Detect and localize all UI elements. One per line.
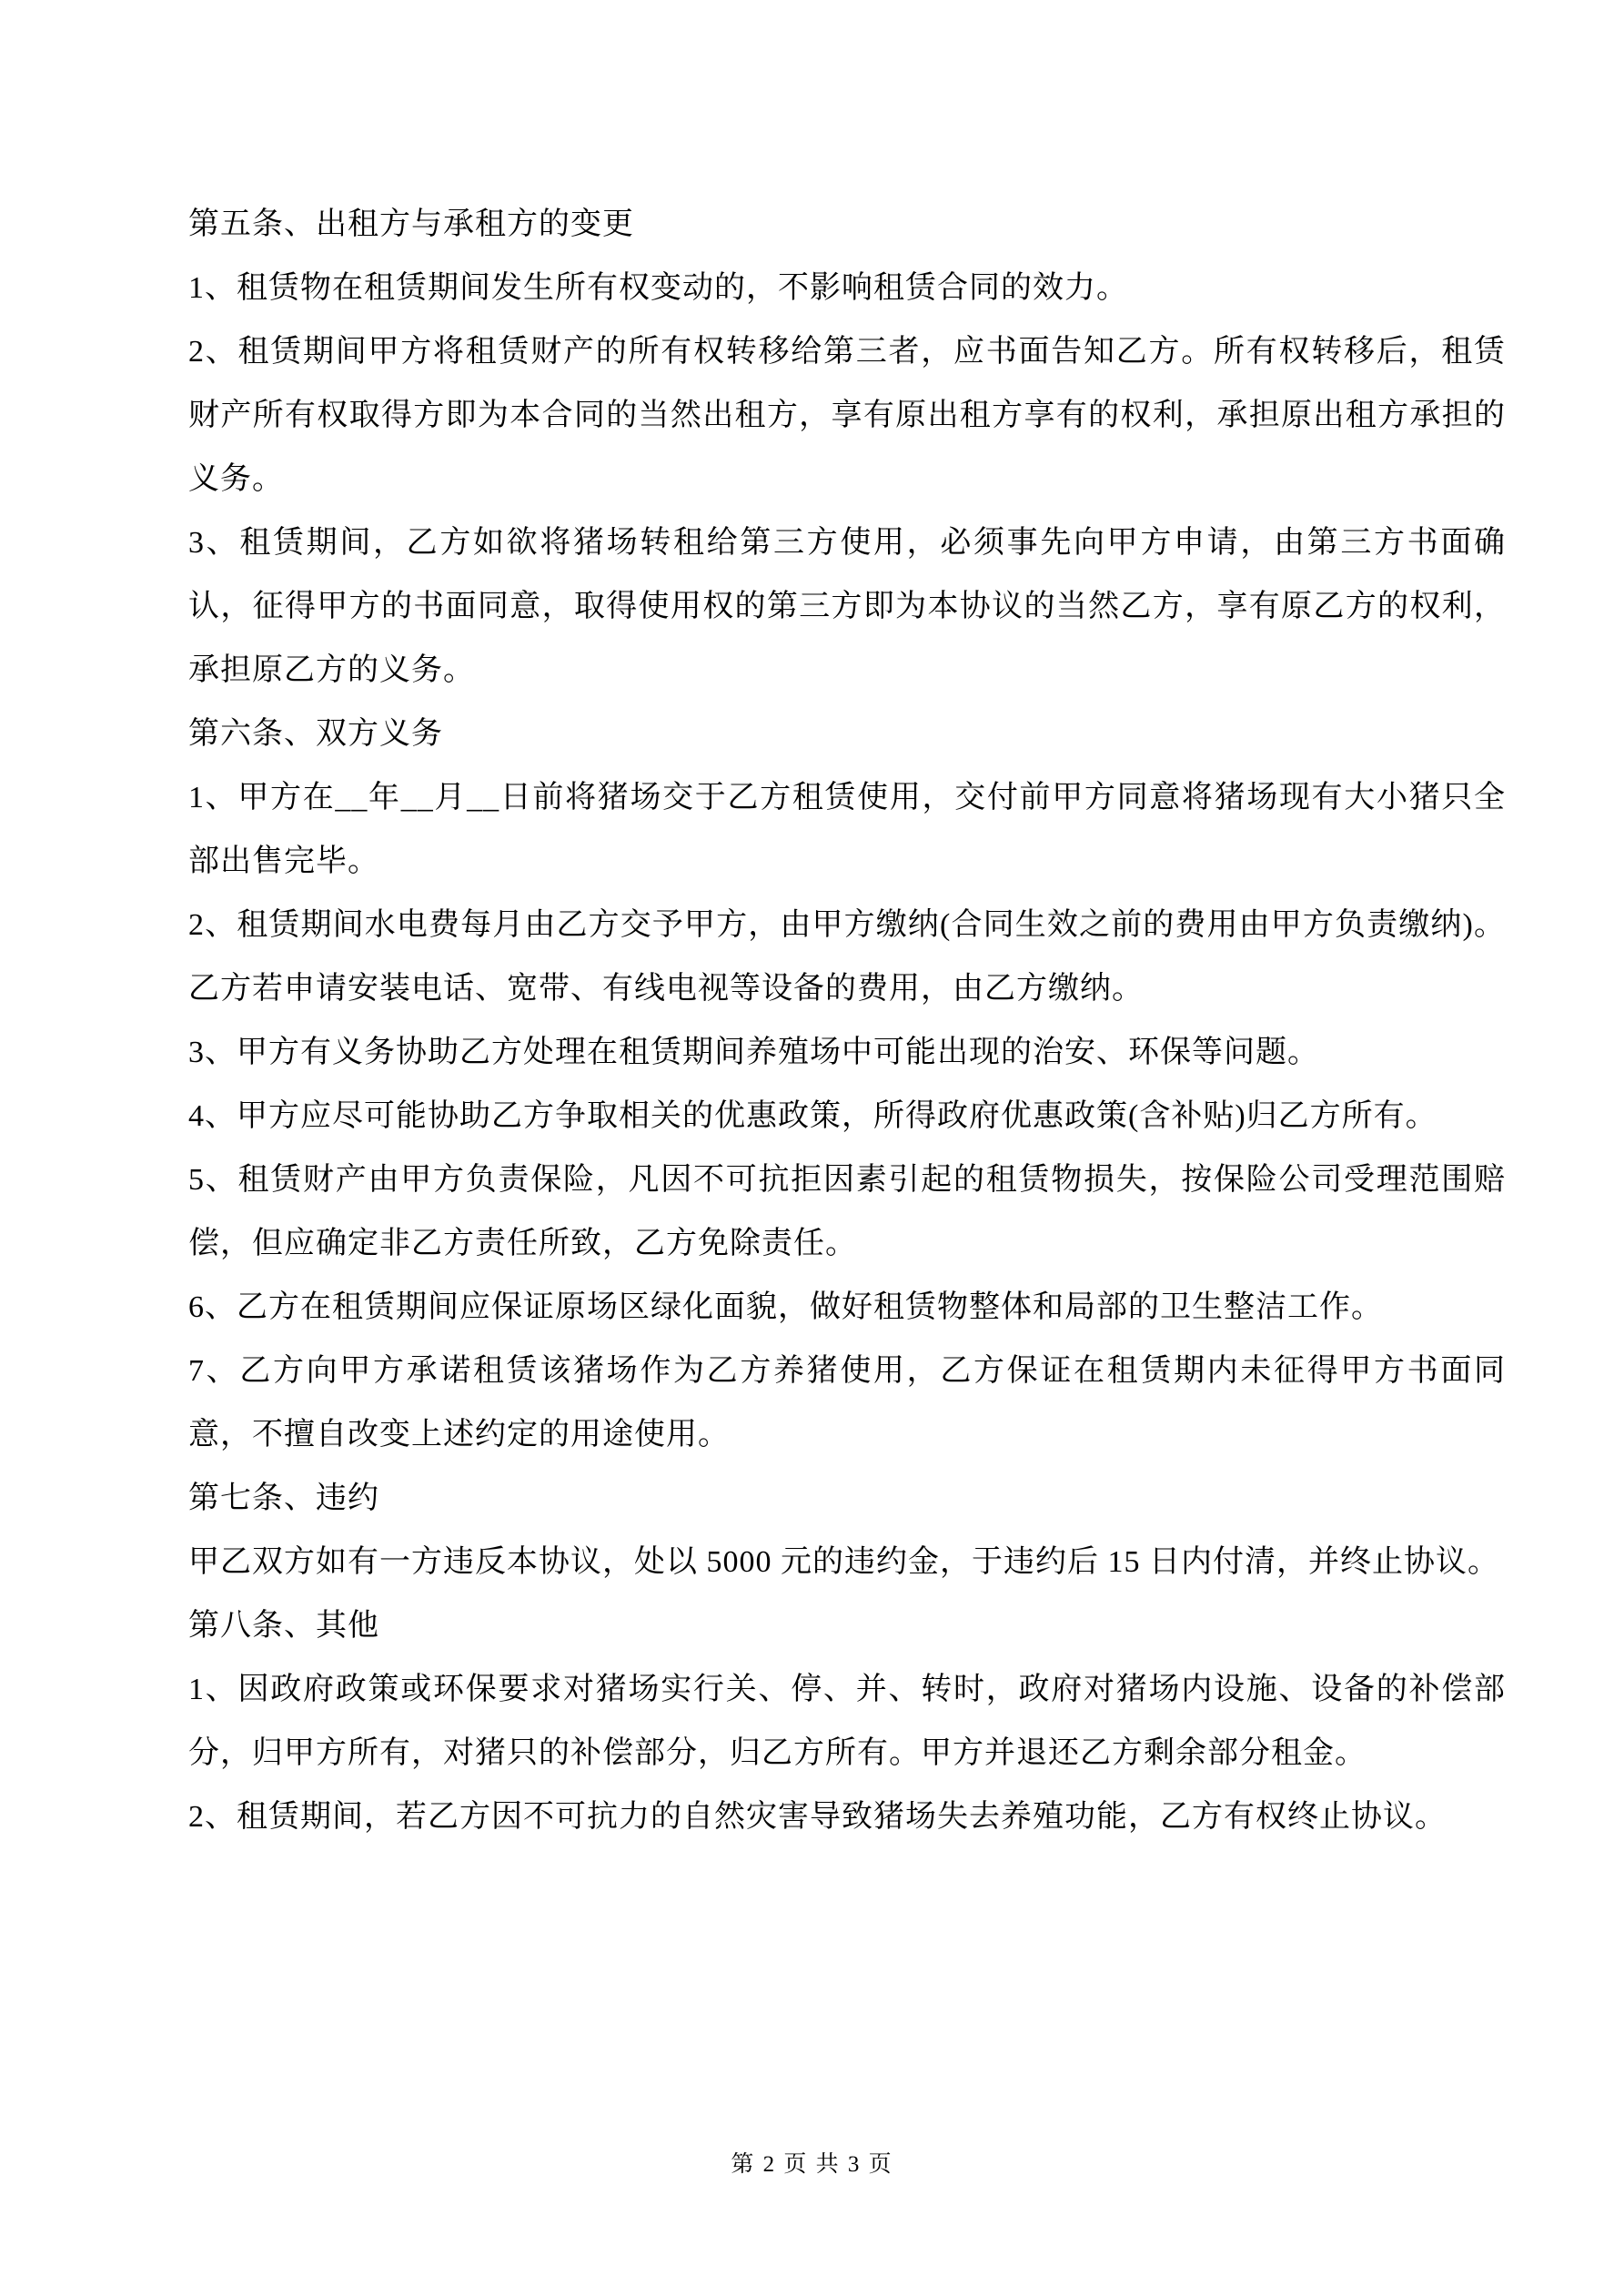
paragraph: 7、乙方向甲方承诺租赁该猪场作为乙方养猪使用，乙方保证在租赁期内未征得甲方书面同意，不擅自改变上述约定的用途使用。 <box>188 1354 1506 1451</box>
paragraph: 2、租赁期间，若乙方因不可抗力的自然灾害导致猪场失去养殖功能，乙方有权终止协议。 <box>188 1800 1447 1834</box>
clause-heading: 第八条、其他 <box>188 1609 379 1643</box>
paragraph: 6、乙方在租赁期间应保证原场区绿化面貌，做好租赁物整体和局部的卫生整洁工作。 <box>188 1290 1383 1324</box>
paragraph: 甲乙双方如有一方违反本协议，处以 5000 元的违约金，于违约后 15 日内付清，并终止协议。 <box>188 1545 1499 1579</box>
paragraph: 1、甲方在__年__月__日前将猪场交于乙方租赁使用，交付前甲方同意将猪场现有大小猪只全部出售完毕。 <box>188 781 1506 878</box>
paragraph: 2、租赁期间甲方将租赁财产的所有权转移给第三者，应书面告知乙方。所有权转移后，租赁财产所有权取得方即为本合同的当然出租方，享有原出租方享有的权利，承担原出租方承担的义务。 <box>188 335 1506 496</box>
clause-heading: 第五条、出租方与承租方的变更 <box>188 207 634 241</box>
paragraph: 1、因政府政策或环保要求对猪场实行关、停、并、转时，政府对猪场内设施、设备的补偿部分，归甲方所有，对猪只的补偿部分，归乙方所有。甲方并退还乙方剩余部分租金。 <box>188 1673 1506 1770</box>
paragraph: 2、租赁期间水电费每月由乙方交予甲方，由甲方缴纳(合同生效之前的费用由甲方负责缴纳)。乙方若申请安装电话、宽带、有线电视等设备的费用，由乙方缴纳。 <box>188 908 1506 1006</box>
clause-heading: 第六条、双方义务 <box>188 717 443 751</box>
paragraph: 5、租赁财产由甲方负责保险，凡因不可抗拒因素引起的租赁物损失，按保险公司受理范围赔偿，但应确定非乙方责任所致，乙方免除责任。 <box>188 1163 1506 1260</box>
contract-body <box>188 193 1506 1849</box>
clause-heading: 第七条、违约 <box>188 1482 379 1515</box>
paragraph: 4、甲方应尽可能协助乙方争取相关的优惠政策，所得政府优惠政策(含补贴)归乙方所有。 <box>188 1099 1437 1133</box>
paragraph: 3、甲方有义务协助乙方处理在租赁期间养殖场中可能出现的治安、环保等问题。 <box>188 1036 1319 1069</box>
page-number: 第 2 页 共 3 页 <box>731 2152 893 2177</box>
paragraph: 3、租赁期间，乙方如欲将猪场转租给第三方使用，必须事先向甲方申请，由第三方书面确认，征得甲方的书面同意，取得使用权的第三方即为本协议的当然乙方，享有原乙方的权利，承担原乙方的义务。 <box>188 526 1506 687</box>
paragraph: 1、租赁物在租赁期间发生所有权变动的，不影响租赁合同的效力。 <box>188 271 1128 305</box>
